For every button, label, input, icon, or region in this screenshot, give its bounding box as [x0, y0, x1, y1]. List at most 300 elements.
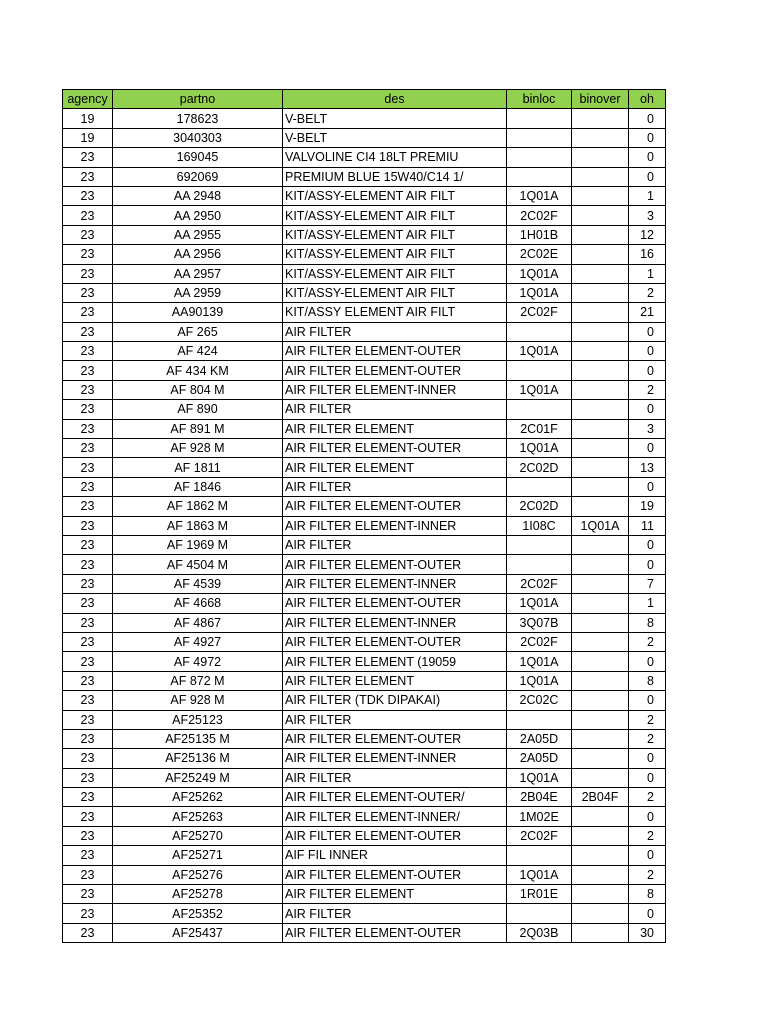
- cell-binloc: [507, 555, 572, 574]
- cell-binloc: 2C02D: [507, 497, 572, 516]
- cell-des: AIR FILTER ELEMENT (19059: [283, 652, 507, 671]
- cell-des: AIR FILTER ELEMENT: [283, 458, 507, 477]
- cell-binloc: 2Q03B: [507, 923, 572, 942]
- cell-agency: 23: [63, 788, 113, 807]
- table-row: [63, 652, 666, 671]
- cell-binloc: 2C02D: [507, 458, 572, 477]
- cell-des: AIF FIL INNER: [283, 846, 507, 865]
- table-row: [63, 283, 666, 302]
- cell-partno: AF25270: [113, 826, 283, 845]
- cell-agency: 23: [63, 477, 113, 496]
- table-row: [63, 206, 666, 225]
- cell-partno: AF 4972: [113, 652, 283, 671]
- table-row: [63, 574, 666, 593]
- cell-binloc: [507, 710, 572, 729]
- cell-agency: 23: [63, 186, 113, 205]
- cell-binover: [572, 594, 629, 613]
- header-binloc: binloc: [507, 90, 572, 109]
- table-row: [63, 729, 666, 748]
- cell-oh: 0: [629, 342, 666, 361]
- cell-partno: AA 2956: [113, 245, 283, 264]
- cell-oh: 0: [629, 904, 666, 923]
- table-row: [63, 109, 666, 128]
- table-row: [63, 128, 666, 147]
- cell-des: AIR FILTER: [283, 400, 507, 419]
- table-row: [63, 865, 666, 884]
- table-row: [63, 691, 666, 710]
- cell-partno: AF 1862 M: [113, 497, 283, 516]
- cell-oh: 0: [629, 807, 666, 826]
- cell-oh: 13: [629, 458, 666, 477]
- cell-agency: 23: [63, 264, 113, 283]
- cell-oh: 11: [629, 516, 666, 535]
- cell-agency: 23: [63, 148, 113, 167]
- cell-binover: [572, 807, 629, 826]
- cell-partno: AF25276: [113, 865, 283, 884]
- cell-oh: 12: [629, 225, 666, 244]
- cell-oh: 0: [629, 555, 666, 574]
- table-row: [63, 477, 666, 496]
- cell-agency: 19: [63, 109, 113, 128]
- cell-binover: [572, 264, 629, 283]
- cell-partno: AF 1846: [113, 477, 283, 496]
- cell-binloc: [507, 477, 572, 496]
- cell-agency: 23: [63, 497, 113, 516]
- cell-agency: 23: [63, 826, 113, 845]
- cell-oh: 8: [629, 885, 666, 904]
- cell-partno: AF 4927: [113, 632, 283, 651]
- table-row: [63, 555, 666, 574]
- cell-oh: 19: [629, 497, 666, 516]
- cell-binloc: 1Q01A: [507, 380, 572, 399]
- cell-des: AIR FILTER: [283, 535, 507, 554]
- cell-partno: 3040303: [113, 128, 283, 147]
- table-row: [63, 148, 666, 167]
- cell-binover: [572, 691, 629, 710]
- cell-binloc: 1Q01A: [507, 264, 572, 283]
- cell-oh: 2: [629, 380, 666, 399]
- cell-agency: 23: [63, 555, 113, 574]
- cell-des: KIT/ASSY-ELEMENT AIR FILT: [283, 283, 507, 302]
- cell-binover: [572, 613, 629, 632]
- cell-agency: 23: [63, 380, 113, 399]
- cell-agency: 23: [63, 535, 113, 554]
- cell-oh: 0: [629, 400, 666, 419]
- table-row: [63, 516, 666, 535]
- cell-binover: [572, 652, 629, 671]
- cell-des: AIR FILTER ELEMENT-OUTER: [283, 439, 507, 458]
- table-row: [63, 322, 666, 341]
- cell-oh: 0: [629, 439, 666, 458]
- cell-binover: [572, 710, 629, 729]
- cell-agency: 23: [63, 807, 113, 826]
- cell-des: AIR FILTER ELEMENT-OUTER: [283, 826, 507, 845]
- cell-partno: AF 434 KM: [113, 361, 283, 380]
- cell-oh: 0: [629, 361, 666, 380]
- cell-des: AIR FILTER: [283, 710, 507, 729]
- cell-partno: AF 4668: [113, 594, 283, 613]
- cell-oh: 2: [629, 788, 666, 807]
- table-row: [63, 923, 666, 942]
- cell-binover: [572, 128, 629, 147]
- cell-agency: 23: [63, 671, 113, 690]
- cell-des: AIR FILTER ELEMENT-OUTER: [283, 865, 507, 884]
- cell-partno: AF25263: [113, 807, 283, 826]
- cell-oh: 0: [629, 148, 666, 167]
- cell-des: KIT/ASSY ELEMENT AIR FILT: [283, 303, 507, 322]
- table-row: [63, 671, 666, 690]
- cell-agency: 23: [63, 439, 113, 458]
- cell-partno: AF 1969 M: [113, 535, 283, 554]
- cell-binover: [572, 245, 629, 264]
- table-row: [63, 904, 666, 923]
- cell-partno: AA 2955: [113, 225, 283, 244]
- cell-binover: [572, 380, 629, 399]
- table-row: [63, 225, 666, 244]
- cell-agency: 23: [63, 342, 113, 361]
- cell-partno: AF25278: [113, 885, 283, 904]
- cell-binloc: 1Q01A: [507, 865, 572, 884]
- cell-agency: 23: [63, 283, 113, 302]
- cell-binloc: [507, 109, 572, 128]
- table-row: [63, 380, 666, 399]
- cell-binloc: [507, 128, 572, 147]
- cell-binloc: 1I08C: [507, 516, 572, 535]
- cell-binloc: 3Q07B: [507, 613, 572, 632]
- cell-agency: 23: [63, 729, 113, 748]
- cell-binover: [572, 865, 629, 884]
- cell-agency: 23: [63, 245, 113, 264]
- cell-oh: 7: [629, 574, 666, 593]
- cell-des: KIT/ASSY-ELEMENT AIR FILT: [283, 264, 507, 283]
- cell-partno: AF 4504 M: [113, 555, 283, 574]
- cell-oh: 1: [629, 186, 666, 205]
- header-agency: agency: [63, 90, 113, 109]
- header-binover: binover: [572, 90, 629, 109]
- cell-binover: [572, 632, 629, 651]
- cell-partno: AF 891 M: [113, 419, 283, 438]
- cell-partno: AF25123: [113, 710, 283, 729]
- cell-partno: AF 1811: [113, 458, 283, 477]
- cell-oh: 0: [629, 768, 666, 787]
- table-row: [63, 361, 666, 380]
- header-row: [63, 90, 666, 109]
- cell-des: KIT/ASSY-ELEMENT AIR FILT: [283, 206, 507, 225]
- cell-des: AIR FILTER: [283, 322, 507, 341]
- cell-binloc: 1M02E: [507, 807, 572, 826]
- cell-binloc: [507, 904, 572, 923]
- cell-des: AIR FILTER ELEMENT-OUTER: [283, 497, 507, 516]
- cell-partno: AF 424: [113, 342, 283, 361]
- cell-binloc: 1Q01A: [507, 652, 572, 671]
- cell-partno: AF 1863 M: [113, 516, 283, 535]
- cell-oh: 1: [629, 594, 666, 613]
- cell-oh: 2: [629, 283, 666, 302]
- cell-agency: 23: [63, 904, 113, 923]
- table-row: [63, 788, 666, 807]
- cell-des: AIR FILTER ELEMENT-INNER: [283, 380, 507, 399]
- cell-agency: 23: [63, 632, 113, 651]
- cell-binloc: 1R01E: [507, 885, 572, 904]
- table-row: [63, 826, 666, 845]
- cell-oh: 2: [629, 826, 666, 845]
- cell-oh: 16: [629, 245, 666, 264]
- table-body: [63, 109, 666, 943]
- table-row: [63, 458, 666, 477]
- cell-oh: 2: [629, 729, 666, 748]
- cell-agency: 23: [63, 322, 113, 341]
- cell-partno: 169045: [113, 148, 283, 167]
- cell-des: AIR FILTER ELEMENT: [283, 671, 507, 690]
- cell-binloc: 1Q01A: [507, 671, 572, 690]
- cell-partno: AF 4867: [113, 613, 283, 632]
- cell-binloc: 1Q01A: [507, 283, 572, 302]
- cell-partno: AA 2950: [113, 206, 283, 225]
- cell-des: AIR FILTER ELEMENT-INNER: [283, 613, 507, 632]
- cell-des: AIR FILTER (TDK DIPAKAI): [283, 691, 507, 710]
- cell-oh: 0: [629, 535, 666, 554]
- cell-binover: [572, 497, 629, 516]
- cell-des: AIR FILTER ELEMENT-OUTER: [283, 923, 507, 942]
- cell-binover: [572, 826, 629, 845]
- cell-binloc: 2C02F: [507, 826, 572, 845]
- cell-binover: [572, 555, 629, 574]
- cell-binloc: 1Q01A: [507, 186, 572, 205]
- cell-binover: [572, 904, 629, 923]
- cell-binover: [572, 923, 629, 942]
- cell-des: KIT/ASSY-ELEMENT AIR FILT: [283, 225, 507, 244]
- cell-des: VALVOLINE CI4 18LT PREMIU: [283, 148, 507, 167]
- cell-partno: AF 890: [113, 400, 283, 419]
- cell-agency: 23: [63, 458, 113, 477]
- table-row: [63, 846, 666, 865]
- cell-partno: AA 2959: [113, 283, 283, 302]
- cell-binloc: 2C02C: [507, 691, 572, 710]
- cell-binover: [572, 361, 629, 380]
- cell-des: AIR FILTER ELEMENT-OUTER: [283, 555, 507, 574]
- table-row: [63, 264, 666, 283]
- inventory-table: [62, 89, 666, 943]
- cell-des: AIR FILTER ELEMENT: [283, 885, 507, 904]
- table-row: [63, 245, 666, 264]
- cell-binover: [572, 186, 629, 205]
- cell-binloc: 2C02F: [507, 574, 572, 593]
- cell-partno: AF 928 M: [113, 439, 283, 458]
- cell-partno: AF 265: [113, 322, 283, 341]
- cell-binover: [572, 225, 629, 244]
- table-row: [63, 535, 666, 554]
- cell-oh: 2: [629, 710, 666, 729]
- cell-des: KIT/ASSY-ELEMENT AIR FILT: [283, 245, 507, 264]
- cell-partno: 178623: [113, 109, 283, 128]
- cell-binover: [572, 458, 629, 477]
- cell-des: AIR FILTER ELEMENT-INNER: [283, 516, 507, 535]
- table-row: [63, 497, 666, 516]
- cell-binover: [572, 419, 629, 438]
- cell-binover: [572, 167, 629, 186]
- cell-binover: [572, 535, 629, 554]
- cell-oh: 0: [629, 652, 666, 671]
- table-row: [63, 186, 666, 205]
- cell-agency: 23: [63, 768, 113, 787]
- cell-des: AIR FILTER ELEMENT-OUTER: [283, 361, 507, 380]
- cell-des: AIR FILTER ELEMENT-INNER/: [283, 807, 507, 826]
- cell-binloc: 1H01B: [507, 225, 572, 244]
- cell-agency: 23: [63, 225, 113, 244]
- cell-binover: [572, 109, 629, 128]
- cell-partno: AF 4539: [113, 574, 283, 593]
- cell-agency: 23: [63, 749, 113, 768]
- cell-agency: 23: [63, 865, 113, 884]
- cell-partno: AA 2957: [113, 264, 283, 283]
- cell-des: V-BELT: [283, 109, 507, 128]
- cell-partno: AF 872 M: [113, 671, 283, 690]
- cell-binover: [572, 439, 629, 458]
- cell-oh: 8: [629, 671, 666, 690]
- cell-des: AIR FILTER: [283, 904, 507, 923]
- cell-partno: AF25271: [113, 846, 283, 865]
- cell-agency: 23: [63, 691, 113, 710]
- cell-agency: 23: [63, 361, 113, 380]
- cell-binover: [572, 303, 629, 322]
- cell-agency: 23: [63, 594, 113, 613]
- table-row: [63, 594, 666, 613]
- cell-oh: 0: [629, 846, 666, 865]
- cell-partno: AA90139: [113, 303, 283, 322]
- cell-binloc: [507, 148, 572, 167]
- cell-agency: 23: [63, 419, 113, 438]
- cell-des: KIT/ASSY-ELEMENT AIR FILT: [283, 186, 507, 205]
- cell-binover: [572, 206, 629, 225]
- cell-binover: [572, 846, 629, 865]
- cell-binover: [572, 148, 629, 167]
- table-row: [63, 419, 666, 438]
- cell-binloc: 1Q01A: [507, 594, 572, 613]
- cell-binloc: 1Q01A: [507, 439, 572, 458]
- cell-partno: AF25135 M: [113, 729, 283, 748]
- cell-agency: 23: [63, 206, 113, 225]
- table-row: [63, 167, 666, 186]
- cell-binloc: 2B04E: [507, 788, 572, 807]
- cell-binover: [572, 342, 629, 361]
- cell-partno: AF25437: [113, 923, 283, 942]
- cell-oh: 2: [629, 865, 666, 884]
- header-oh: oh: [629, 90, 666, 109]
- cell-binloc: 1Q01A: [507, 342, 572, 361]
- cell-binover: [572, 768, 629, 787]
- cell-des: AIR FILTER ELEMENT: [283, 419, 507, 438]
- cell-des: AIR FILTER ELEMENT-INNER: [283, 574, 507, 593]
- table-row: [63, 710, 666, 729]
- cell-oh: 0: [629, 167, 666, 186]
- cell-partno: AF 928 M: [113, 691, 283, 710]
- cell-binloc: [507, 167, 572, 186]
- cell-partno: AF25249 M: [113, 768, 283, 787]
- cell-binloc: 2C02F: [507, 303, 572, 322]
- cell-agency: 23: [63, 574, 113, 593]
- cell-partno: AA 2948: [113, 186, 283, 205]
- cell-des: AIR FILTER: [283, 477, 507, 496]
- cell-agency: 23: [63, 652, 113, 671]
- cell-des: AIR FILTER ELEMENT-OUTER: [283, 729, 507, 748]
- cell-binover: [572, 671, 629, 690]
- cell-des: AIR FILTER: [283, 768, 507, 787]
- table-row: [63, 768, 666, 787]
- cell-oh: 3: [629, 206, 666, 225]
- cell-binloc: [507, 535, 572, 554]
- cell-agency: 23: [63, 923, 113, 942]
- table-row: [63, 439, 666, 458]
- cell-des: AIR FILTER ELEMENT-OUTER: [283, 342, 507, 361]
- cell-des: AIR FILTER ELEMENT-INNER: [283, 749, 507, 768]
- cell-oh: 0: [629, 322, 666, 341]
- cell-binloc: 2A05D: [507, 749, 572, 768]
- cell-oh: 1: [629, 264, 666, 283]
- cell-binover: [572, 400, 629, 419]
- cell-partno: AF25136 M: [113, 749, 283, 768]
- cell-binloc: 2C01F: [507, 419, 572, 438]
- cell-binloc: 2C02F: [507, 632, 572, 651]
- cell-oh: 0: [629, 109, 666, 128]
- cell-agency: 19: [63, 128, 113, 147]
- header-des: des: [283, 90, 507, 109]
- cell-binover: [572, 574, 629, 593]
- table-row: [63, 807, 666, 826]
- cell-des: AIR FILTER ELEMENT-OUTER: [283, 594, 507, 613]
- table-row: [63, 613, 666, 632]
- cell-binloc: [507, 322, 572, 341]
- cell-agency: 23: [63, 303, 113, 322]
- cell-binloc: 1Q01A: [507, 768, 572, 787]
- cell-partno: AF25262: [113, 788, 283, 807]
- cell-agency: 23: [63, 516, 113, 535]
- cell-oh: 3: [629, 419, 666, 438]
- cell-agency: 23: [63, 846, 113, 865]
- cell-binover: [572, 749, 629, 768]
- cell-oh: 0: [629, 749, 666, 768]
- table-row: [63, 400, 666, 419]
- cell-agency: 23: [63, 400, 113, 419]
- cell-binloc: 2C02F: [507, 206, 572, 225]
- header-partno: partno: [113, 90, 283, 109]
- cell-des: V-BELT: [283, 128, 507, 147]
- cell-binover: [572, 729, 629, 748]
- cell-binover: 1Q01A: [572, 516, 629, 535]
- cell-agency: 23: [63, 167, 113, 186]
- cell-des: AIR FILTER ELEMENT-OUTER/: [283, 788, 507, 807]
- cell-binover: [572, 477, 629, 496]
- table-row: [63, 632, 666, 651]
- cell-binloc: [507, 846, 572, 865]
- cell-oh: 21: [629, 303, 666, 322]
- cell-oh: 0: [629, 128, 666, 147]
- cell-partno: AF 804 M: [113, 380, 283, 399]
- cell-oh: 0: [629, 477, 666, 496]
- cell-binloc: 2A05D: [507, 729, 572, 748]
- cell-partno: AF25352: [113, 904, 283, 923]
- cell-binover: [572, 885, 629, 904]
- cell-oh: 8: [629, 613, 666, 632]
- cell-agency: 23: [63, 613, 113, 632]
- table-row: [63, 303, 666, 322]
- cell-agency: 23: [63, 710, 113, 729]
- cell-binover: [572, 283, 629, 302]
- cell-oh: 2: [629, 632, 666, 651]
- cell-binover: 2B04F: [572, 788, 629, 807]
- cell-des: AIR FILTER ELEMENT-OUTER: [283, 632, 507, 651]
- cell-agency: 23: [63, 885, 113, 904]
- cell-oh: 0: [629, 691, 666, 710]
